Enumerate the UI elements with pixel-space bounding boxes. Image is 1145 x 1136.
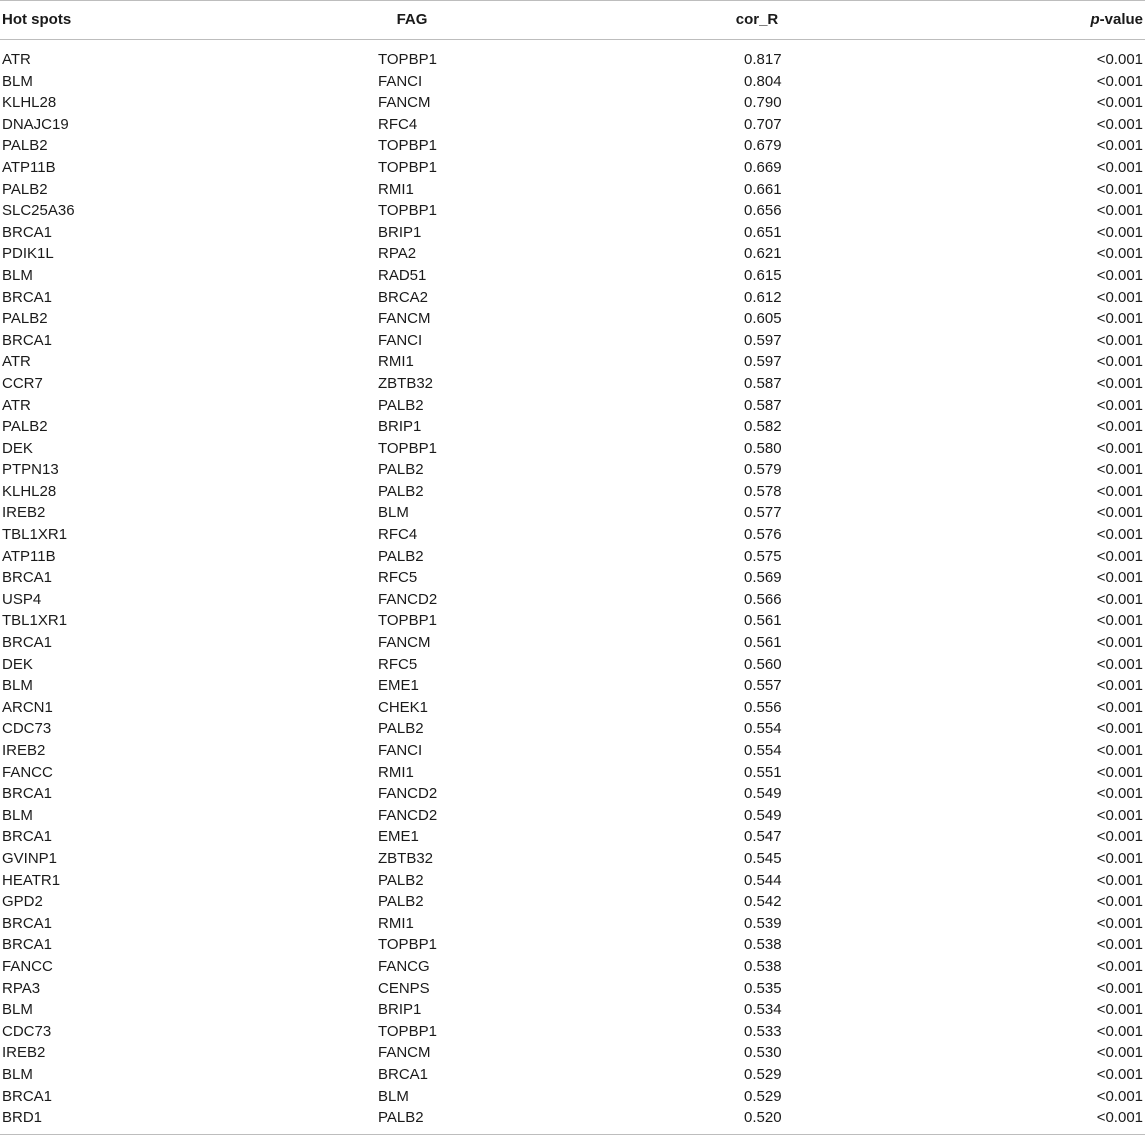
cell-p-value: <0.001 <box>1096 871 1143 889</box>
table-row <box>0 179 1145 201</box>
cell-p-value: <0.001 <box>1096 979 1143 997</box>
cell-cor-r: 0.615 <box>744 266 782 284</box>
cell-cor-r: 0.534 <box>744 1001 782 1019</box>
cell-hot-spot: CDC73 <box>2 720 52 738</box>
cell-fag: TOPBP1 <box>378 936 437 954</box>
table-row <box>0 610 1145 632</box>
cell-fag: FANCD2 <box>378 785 438 803</box>
cell-fag: PALB2 <box>378 893 424 911</box>
table-row <box>0 49 1145 71</box>
cell-hot-spot: FANCC <box>2 957 53 975</box>
cell-p-value: <0.001 <box>1096 785 1143 803</box>
cell-p-value: <0.001 <box>1096 1022 1143 1040</box>
cell-hot-spot: BRCA1 <box>2 914 53 932</box>
cell-fag: PALB2 <box>378 547 424 565</box>
table-row <box>0 870 1145 892</box>
cell-hot-spot: PALB2 <box>2 180 48 198</box>
table-row <box>0 481 1145 503</box>
cell-cor-r: 0.561 <box>744 612 782 630</box>
cell-hot-spot: BRCA1 <box>2 223 53 241</box>
cell-cor-r: 0.575 <box>744 547 782 565</box>
cell-fag: RMI1 <box>378 353 414 371</box>
cell-hot-spot: FANCC <box>2 763 53 781</box>
cell-hot-spot: DNAJC19 <box>2 115 69 133</box>
cell-hot-spot: BLM <box>2 72 33 90</box>
cell-p-value: <0.001 <box>1096 94 1143 112</box>
header-p-value <box>1090 10 1143 30</box>
table-row <box>0 913 1145 935</box>
cell-p-value: <0.001 <box>1096 482 1143 500</box>
cell-hot-spot: HEATR1 <box>2 871 61 889</box>
cell-fag: TOPBP1 <box>378 137 437 155</box>
table-row <box>0 265 1145 287</box>
cell-hot-spot: ATP11B <box>2 547 56 565</box>
table-row <box>0 524 1145 546</box>
cell-hot-spot: KLHL28 <box>2 94 57 112</box>
table-row <box>0 200 1145 222</box>
cell-fag: BRCA2 <box>378 288 429 306</box>
table-row <box>0 740 1145 762</box>
cell-hot-spot: GPD2 <box>2 893 43 911</box>
cell-p-value: <0.001 <box>1096 223 1143 241</box>
table-row <box>0 762 1145 784</box>
cell-fag: PALB2 <box>378 461 424 479</box>
cell-p-value: <0.001 <box>1096 266 1143 284</box>
table-row <box>0 675 1145 697</box>
cell-hot-spot: BRCA1 <box>2 1087 53 1105</box>
cell-p-value: <0.001 <box>1096 677 1143 695</box>
table-row <box>0 805 1145 827</box>
cell-hot-spot: PALB2 <box>2 418 48 436</box>
cell-hot-spot: PDIK1L <box>2 245 54 263</box>
table-row <box>0 1107 1145 1129</box>
cell-p-value: <0.001 <box>1096 742 1143 759</box>
cell-fag: BRIP1 <box>378 418 422 436</box>
cell-fag: TOPBP1 <box>378 51 437 68</box>
cell-hot-spot: BLM <box>2 266 33 284</box>
cell-fag: RMI1 <box>378 914 414 932</box>
cell-cor-r: 0.597 <box>744 331 782 349</box>
cell-p-value: <0.001 <box>1096 439 1143 457</box>
header-p-rest: -value <box>1099 11 1143 28</box>
cell-cor-r: 0.547 <box>744 828 782 846</box>
cell-fag: CENPS <box>378 979 430 997</box>
table-row <box>0 459 1145 481</box>
table-row <box>0 934 1145 956</box>
cell-fag: PALB2 <box>378 871 424 889</box>
cell-hot-spot: ARCN1 <box>2 698 53 716</box>
table-row <box>0 395 1145 417</box>
cell-hot-spot: DEK <box>2 655 33 673</box>
cell-cor-r: 0.542 <box>744 893 782 911</box>
cell-cor-r: 0.790 <box>744 94 782 112</box>
cell-hot-spot: BLM <box>2 677 33 695</box>
cell-p-value: <0.001 <box>1096 331 1143 349</box>
table-bottom-rule <box>0 1134 1145 1135</box>
cell-p-value: <0.001 <box>1096 396 1143 414</box>
cell-p-value: <0.001 <box>1096 720 1143 738</box>
cell-hot-spot: PTPN13 <box>2 461 59 479</box>
cell-cor-r: 0.656 <box>744 202 782 220</box>
table-row <box>0 848 1145 870</box>
cell-p-value: <0.001 <box>1096 849 1143 867</box>
cell-fag: ZBTB32 <box>378 849 434 867</box>
cell-fag: FANCD2 <box>378 806 438 824</box>
cell-hot-spot: BLM <box>2 806 33 824</box>
cell-hot-spot: ATP11B <box>2 158 56 176</box>
header-p-italic: p <box>1090 11 1100 28</box>
cell-cor-r: 0.576 <box>744 526 782 544</box>
cell-hot-spot: PALB2 <box>2 310 48 328</box>
cell-fag: FANCM <box>378 1044 431 1062</box>
cell-hot-spot: GVINP1 <box>2 849 58 867</box>
table-row <box>0 718 1145 740</box>
table-row <box>0 1086 1145 1108</box>
cell-cor-r: 0.554 <box>744 742 782 759</box>
cell-fag: BRIP1 <box>378 1001 422 1019</box>
cell-p-value: <0.001 <box>1096 763 1143 781</box>
cell-p-value: <0.001 <box>1096 914 1143 932</box>
cell-p-value: <0.001 <box>1096 180 1143 198</box>
cell-cor-r: 0.577 <box>744 504 782 522</box>
cell-hot-spot: RPA3 <box>2 979 41 997</box>
cell-cor-r: 0.669 <box>744 158 782 176</box>
cell-p-value: <0.001 <box>1096 547 1143 565</box>
cell-cor-r: 0.538 <box>744 936 782 954</box>
cell-fag: FANCG <box>378 957 430 975</box>
cell-p-value: <0.001 <box>1096 137 1143 155</box>
cell-fag: BRCA1 <box>378 1065 429 1083</box>
table-row <box>0 826 1145 848</box>
cell-fag: RFC4 <box>378 526 418 544</box>
cell-cor-r: 0.554 <box>744 720 782 738</box>
cell-hot-spot: ATR <box>2 353 31 371</box>
table-row <box>0 135 1145 157</box>
cell-cor-r: 0.529 <box>744 1087 782 1105</box>
cell-hot-spot: BRCA1 <box>2 634 53 652</box>
cell-fag: FANCM <box>378 310 431 328</box>
cell-hot-spot: USP4 <box>2 590 42 608</box>
cell-cor-r: 0.545 <box>744 849 782 867</box>
table-row <box>0 632 1145 654</box>
cell-cor-r: 0.539 <box>744 914 782 932</box>
cell-fag: RFC5 <box>378 655 418 673</box>
cell-hot-spot: ATR <box>2 396 31 414</box>
cell-cor-r: 0.597 <box>744 353 782 371</box>
cell-fag: RFC5 <box>378 569 418 587</box>
cell-fag: PALB2 <box>378 1109 424 1127</box>
cell-p-value: <0.001 <box>1096 245 1143 263</box>
table-row <box>0 71 1145 93</box>
cell-cor-r: 0.530 <box>744 1044 782 1062</box>
cell-fag: TOPBP1 <box>378 439 437 457</box>
table-row <box>0 351 1145 373</box>
cell-cor-r: 0.661 <box>744 180 782 198</box>
cell-fag: PALB2 <box>378 720 424 738</box>
cell-p-value: <0.001 <box>1096 72 1143 90</box>
table-row <box>0 373 1145 395</box>
cell-p-value: <0.001 <box>1096 158 1143 176</box>
cell-fag: PALB2 <box>378 396 424 414</box>
cell-p-value: <0.001 <box>1096 828 1143 846</box>
cell-p-value: <0.001 <box>1096 504 1143 522</box>
cell-hot-spot: IREB2 <box>2 1044 46 1062</box>
table-row <box>0 1042 1145 1064</box>
cell-cor-r: 0.533 <box>744 1022 782 1040</box>
cell-hot-spot: KLHL28 <box>2 482 57 500</box>
cell-fag: RMI1 <box>378 763 414 781</box>
cell-p-value: <0.001 <box>1096 1044 1143 1062</box>
cell-fag: BRIP1 <box>378 223 422 241</box>
table-row <box>0 891 1145 913</box>
cell-p-value: <0.001 <box>1096 115 1143 133</box>
cell-fag: FANCI <box>378 72 423 90</box>
cell-cor-r: 0.520 <box>744 1109 782 1127</box>
cell-p-value: <0.001 <box>1096 634 1143 652</box>
table-row <box>0 589 1145 611</box>
cell-hot-spot: BLM <box>2 1065 33 1083</box>
cell-cor-r: 0.612 <box>744 288 782 306</box>
cell-p-value: <0.001 <box>1096 310 1143 328</box>
cell-p-value: <0.001 <box>1096 202 1143 220</box>
cell-p-value: <0.001 <box>1096 569 1143 587</box>
cell-hot-spot: BRCA1 <box>2 785 53 803</box>
cell-fag: FANCD2 <box>378 590 438 608</box>
cell-hot-spot: BRD1 <box>2 1109 43 1127</box>
cell-cor-r: 0.538 <box>744 957 782 975</box>
table-row <box>0 1021 1145 1043</box>
cell-cor-r: 0.556 <box>744 698 782 716</box>
table-row <box>0 999 1145 1021</box>
cell-cor-r: 0.621 <box>744 245 782 263</box>
cell-fag: FANCM <box>378 634 431 652</box>
cell-p-value: <0.001 <box>1096 418 1143 436</box>
table-row <box>0 546 1145 568</box>
cell-hot-spot: TBL1XR1 <box>2 526 68 544</box>
table-row <box>0 287 1145 309</box>
table-row <box>0 243 1145 265</box>
cell-fag: ZBTB32 <box>378 374 434 392</box>
cell-hot-spot: IREB2 <box>2 504 46 522</box>
cell-cor-r: 0.679 <box>744 137 782 155</box>
cell-fag: EME1 <box>378 828 419 846</box>
cell-p-value: <0.001 <box>1096 612 1143 630</box>
cell-fag: FANCI <box>378 331 423 349</box>
table-row <box>0 978 1145 1000</box>
cell-p-value: <0.001 <box>1096 374 1143 392</box>
header-cor-r: cor_R <box>735 11 779 28</box>
cell-p-value: <0.001 <box>1096 51 1143 68</box>
cell-p-value: <0.001 <box>1096 526 1143 544</box>
cell-p-value: <0.001 <box>1096 288 1143 306</box>
cell-hot-spot: IREB2 <box>2 742 46 759</box>
cell-fag: RAD51 <box>378 266 427 284</box>
cell-hot-spot: BRCA1 <box>2 936 53 954</box>
table-row <box>0 438 1145 460</box>
cell-cor-r: 0.566 <box>744 590 782 608</box>
cell-fag: RMI1 <box>378 180 414 198</box>
table-header-rule <box>0 39 1145 40</box>
cell-fag: TOPBP1 <box>378 1022 437 1040</box>
cell-p-value: <0.001 <box>1096 1001 1143 1019</box>
table-row <box>0 502 1145 524</box>
cell-fag: TOPBP1 <box>378 202 437 220</box>
table-body <box>0 49 1145 1129</box>
cell-p-value: <0.001 <box>1096 806 1143 824</box>
cell-cor-r: 0.557 <box>744 677 782 695</box>
table-row <box>0 308 1145 330</box>
table-row <box>0 654 1145 676</box>
cell-fag: PALB2 <box>378 482 424 500</box>
cell-cor-r: 0.707 <box>744 115 782 133</box>
table-row <box>0 92 1145 114</box>
cell-p-value: <0.001 <box>1096 1065 1143 1083</box>
cell-cor-r: 0.587 <box>744 374 782 392</box>
cell-fag: FANCM <box>378 94 431 112</box>
table-row <box>0 956 1145 978</box>
table-row <box>0 416 1145 438</box>
cell-fag: BLM <box>378 1087 409 1105</box>
cell-cor-r: 0.544 <box>744 871 782 889</box>
cell-hot-spot: ATR <box>2 51 31 68</box>
cell-cor-r: 0.578 <box>744 482 782 500</box>
table-header-row <box>0 0 1145 39</box>
table-row <box>0 1064 1145 1086</box>
table-row <box>0 697 1145 719</box>
cell-hot-spot: BRCA1 <box>2 828 53 846</box>
cell-cor-r: 0.549 <box>744 785 782 803</box>
cell-hot-spot: CDC73 <box>2 1022 52 1040</box>
cell-hot-spot: SLC25A36 <box>2 202 75 220</box>
cell-cor-r: 0.549 <box>744 806 782 824</box>
cell-fag: RPA2 <box>378 245 417 263</box>
cell-cor-r: 0.582 <box>744 418 782 436</box>
cell-fag: TOPBP1 <box>378 158 437 176</box>
table-row <box>0 114 1145 136</box>
cell-fag: RFC4 <box>378 115 418 133</box>
cell-hot-spot: BLM <box>2 1001 33 1019</box>
cell-hot-spot: BRCA1 <box>2 288 53 306</box>
cell-fag: CHEK1 <box>378 698 429 716</box>
cell-fag: FANCI <box>378 742 423 759</box>
cell-hot-spot: BRCA1 <box>2 331 53 349</box>
cell-fag: TOPBP1 <box>378 612 437 630</box>
cell-p-value: <0.001 <box>1096 1087 1143 1105</box>
cell-p-value: <0.001 <box>1096 590 1143 608</box>
table-row <box>0 222 1145 244</box>
cell-cor-r: 0.817 <box>744 51 782 68</box>
cell-p-value: <0.001 <box>1096 698 1143 716</box>
cell-p-value: <0.001 <box>1096 1109 1143 1127</box>
cell-cor-r: 0.579 <box>744 461 782 479</box>
cell-hot-spot: TBL1XR1 <box>2 612 68 630</box>
table-row <box>0 330 1145 352</box>
cell-hot-spot: CCR7 <box>2 374 43 392</box>
cell-hot-spot: PALB2 <box>2 137 48 155</box>
header-hot-spots: Hot spots <box>2 11 72 28</box>
cell-fag: EME1 <box>378 677 419 695</box>
cell-hot-spot: DEK <box>2 439 33 457</box>
cell-p-value: <0.001 <box>1096 655 1143 673</box>
cell-cor-r: 0.529 <box>744 1065 782 1083</box>
cell-cor-r: 0.535 <box>744 979 782 997</box>
cell-cor-r: 0.587 <box>744 396 782 414</box>
cell-cor-r: 0.561 <box>744 634 782 652</box>
cell-cor-r: 0.569 <box>744 569 782 587</box>
cell-cor-r: 0.605 <box>744 310 782 328</box>
cell-p-value: <0.001 <box>1096 936 1143 954</box>
cell-fag: BLM <box>378 504 409 522</box>
cell-cor-r: 0.804 <box>744 72 782 90</box>
cell-p-value: <0.001 <box>1096 893 1143 911</box>
cell-cor-r: 0.551 <box>744 763 782 781</box>
cell-p-value: <0.001 <box>1096 461 1143 479</box>
table-row <box>0 783 1145 805</box>
cell-cor-r: 0.560 <box>744 655 782 673</box>
cell-cor-r: 0.651 <box>744 223 782 241</box>
header-fag: FAG <box>396 11 428 28</box>
cell-p-value: <0.001 <box>1096 957 1143 975</box>
table-row <box>0 157 1145 179</box>
cell-hot-spot: BRCA1 <box>2 569 53 587</box>
cell-cor-r: 0.580 <box>744 439 782 457</box>
cell-p-value: <0.001 <box>1096 353 1143 371</box>
table-row <box>0 567 1145 589</box>
